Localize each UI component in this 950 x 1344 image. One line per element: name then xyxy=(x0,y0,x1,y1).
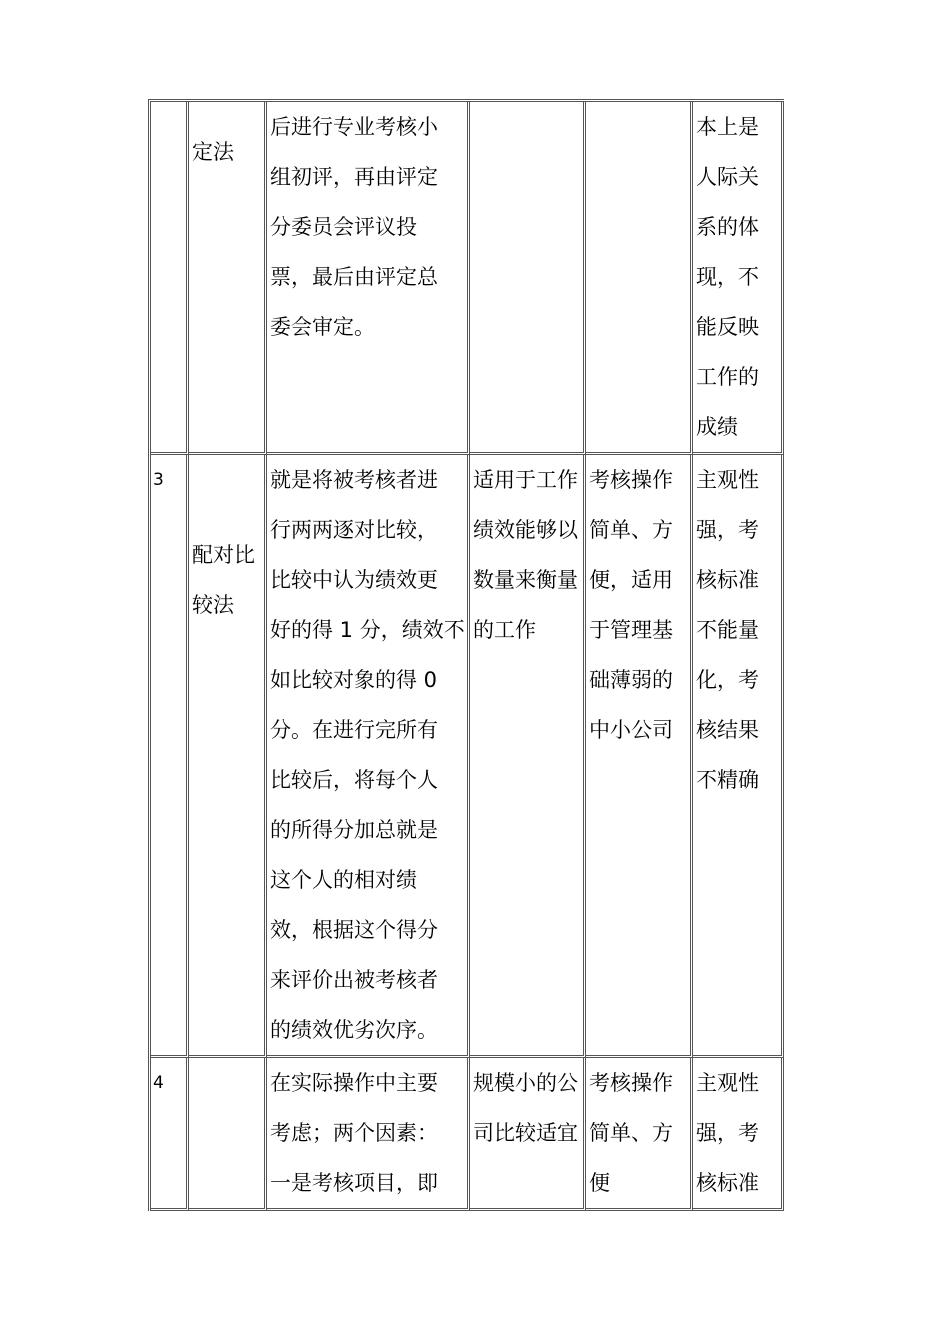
disadvantages-text: 主观性 强，考 核标准 xyxy=(696,1071,759,1195)
description-cell xyxy=(267,1058,470,1211)
advantages-cell xyxy=(586,102,693,455)
method-name-cell xyxy=(189,102,267,455)
method-name: 配对比 较法 xyxy=(192,543,255,617)
row-number-cell: 4 xyxy=(151,1058,189,1211)
table-row xyxy=(151,102,784,455)
description-cell xyxy=(267,102,470,455)
applicable-scope-text: 规模小的公 司比较适宜 xyxy=(473,1071,578,1145)
applicable-scope-cell xyxy=(470,455,586,1058)
disadvantages-cell xyxy=(693,1058,784,1211)
advantages-cell xyxy=(586,455,693,1058)
description-text: 在实际操作中主要 考虑；两个因素： 一是考核项目，即 xyxy=(270,1071,438,1195)
advantages-text: 考核操作 简单、方 便 xyxy=(589,1071,673,1195)
applicable-scope-text: 适用于工作 绩效能够以 数量来衡量 的工作 xyxy=(473,468,578,642)
applicable-scope-cell xyxy=(470,1058,586,1211)
method-name-cell xyxy=(189,1058,267,1211)
description-cell xyxy=(267,455,470,1058)
method-name-cell xyxy=(189,455,267,1058)
disadvantages-cell xyxy=(693,455,784,1058)
table-row xyxy=(151,455,784,1058)
method-name: 定法 xyxy=(192,140,234,164)
disadvantages-text: 主观性 强，考 核标准 不能量 化，考 核结果 不精确 xyxy=(696,468,759,792)
row-number-cell: 3 xyxy=(151,455,189,1058)
disadvantages-cell xyxy=(693,102,784,455)
table-row xyxy=(151,1058,784,1211)
disadvantages-text: 本上是 人际关 系的体 现，不 能反映 工作的 成绩 xyxy=(696,115,759,439)
advantages-cell xyxy=(586,1058,693,1211)
appraisal-methods-table xyxy=(148,99,784,1211)
advantages-text: 考核操作 简单、方 便，适用 于管理基 础薄弱的 中小公司 xyxy=(589,468,673,742)
applicable-scope-cell xyxy=(470,102,586,455)
row-number-cell xyxy=(151,102,189,455)
description-text: 后进行专业考核小 组初评，再由评定 分委员会评议投 票，最后由评定总 委会审定。 xyxy=(270,115,438,339)
description-text: 就是将被考核者进 行两两逐对比较， 比较中认为绩效更 好的得 1 分，绩效不 如比较对象的得 0 分。在进行完所有 比较后，将每个人 的所得分加总就是 这个人的相对绩 效，根据这个得分 来评价出被考核者 的绩效优劣次序。 xyxy=(270,468,465,1042)
